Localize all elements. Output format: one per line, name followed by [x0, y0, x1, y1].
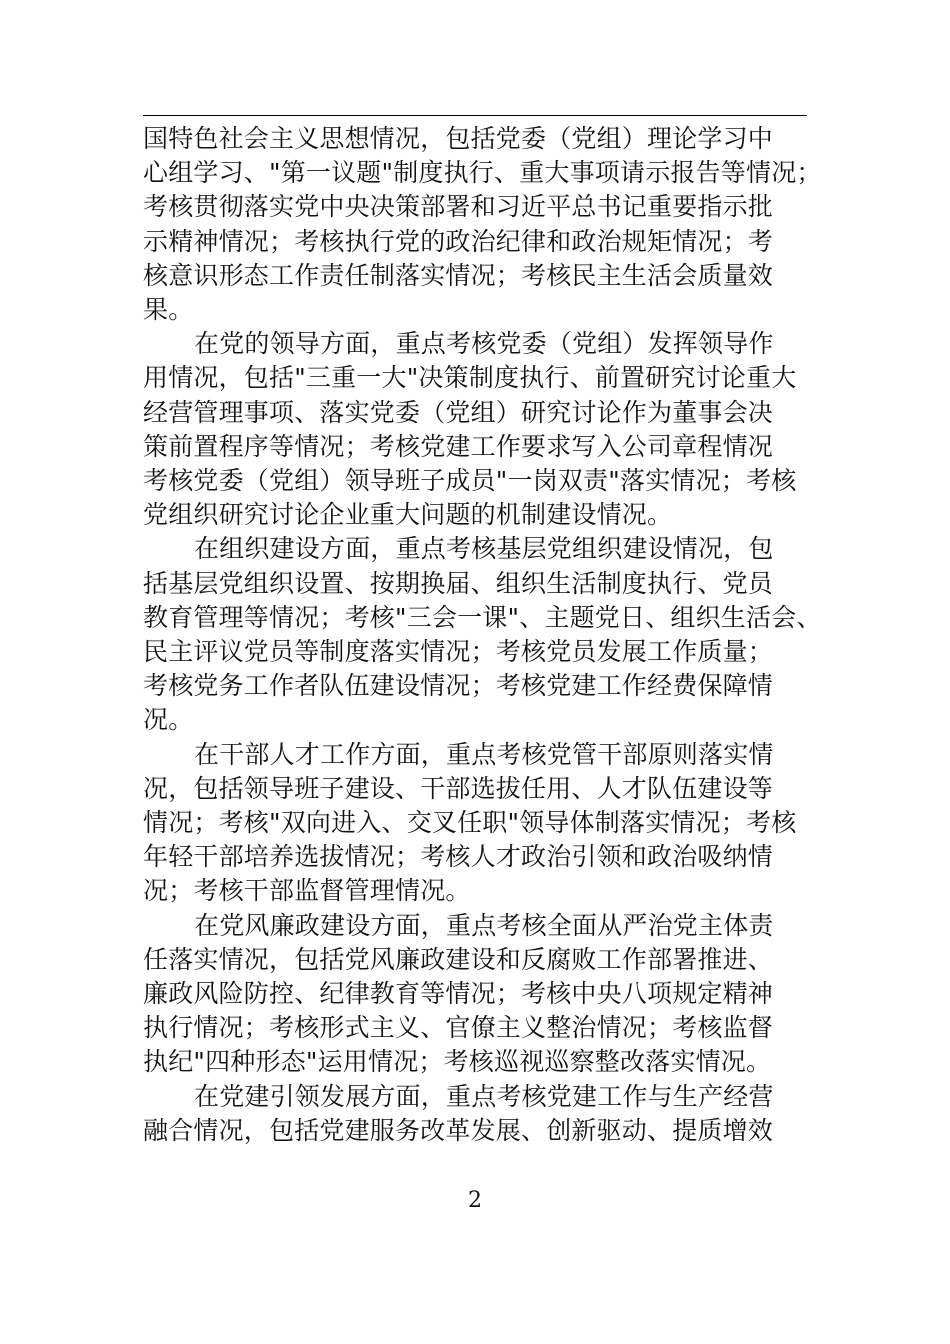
- text-line: 考核党委（党组）领导班子成员"一岗双责"落实情况；考核: [143, 466, 797, 496]
- text-line: 核意识形态工作责任制落实情况；考核民主生活会质量效: [143, 260, 774, 290]
- paragraph-first-line: 在党风廉政建设方面，重点考核全面从严治党主体责: [194, 910, 774, 940]
- text-line: 党组织研究讨论企业重大问题的机制建设情况。: [143, 500, 673, 530]
- text-line: 年轻干部培养选拔情况；考核人才政治引领和政治吸纳情: [143, 842, 774, 872]
- text-line: 心组学习、"第一议题"制度执行、重大事项请示报告等情况；: [143, 158, 822, 188]
- text-line: 情况；考核"双向进入、交叉任职"领导体制落实情况；考核: [143, 808, 797, 838]
- text-line: 况；考核干部监督管理情况。: [143, 876, 471, 906]
- text-line: 果。: [143, 295, 194, 325]
- text-line: 示精神情况；考核执行党的政治纪律和政治规矩情况；考: [143, 226, 774, 256]
- text-line: 策前置程序等情况；考核党建工作要求写入公司章程情况: [143, 431, 774, 461]
- paragraph-first-line: 在干部人才工作方面，重点考核党管干部原则落实情: [194, 739, 774, 769]
- text-line: 考核党务工作者队伍建设情况；考核党建工作经费保障情: [143, 671, 774, 701]
- paragraph-first-line: 在党建引领发展方面，重点考核党建工作与生产经营: [194, 1081, 774, 1111]
- paragraph-first-line: 在组织建设方面，重点考核基层党组织建设情况，包: [194, 534, 774, 564]
- text-line: 民主评议党员等制度落实情况；考核党员发展工作质量；: [143, 637, 774, 667]
- text-line: 廉政风险防控、纪律教育等情况；考核中央八项规定精神: [143, 979, 774, 1009]
- text-line: 国特色社会主义思想情况，包括党委（党组）理论学习中: [143, 124, 774, 153]
- text-line: 考核贯彻落实党中央决策部署和习近平总书记重要指示批: [143, 192, 774, 222]
- text-line: 况，包括领导班子建设、干部选拔任用、人才队伍建设等: [143, 773, 774, 803]
- paragraph-first-line: 在党的领导方面，重点考核党委（党组）发挥领导作: [194, 329, 774, 359]
- text-line: 括基层党组织设置、按期换届、组织生活制度执行、党员: [143, 568, 774, 598]
- text-line: 执行情况；考核形式主义、官僚主义整治情况；考核监督: [143, 1013, 774, 1043]
- page-number: 2: [468, 1188, 482, 1213]
- text-line: 融合情况，包括党建服务改革发展、创新驱动、提质增效: [143, 1115, 774, 1145]
- document-body: [143, 122, 822, 1148]
- text-line: 况。: [143, 705, 194, 735]
- header-rule: [143, 115, 807, 116]
- text-line: 执纪"四种形态"运用情况；考核巡视巡察整改落实情况。: [143, 1047, 772, 1077]
- text-line: 经营管理事项、落实党委（党组）研究讨论作为董事会决: [143, 397, 774, 427]
- text-line: 任落实情况，包括党风廉政建设和反腐败工作部署推进、: [143, 944, 774, 974]
- text-line: 教育管理等情况；考核"三会一课"、主题党日、组织生活会、: [143, 602, 822, 632]
- text-line: 用情况，包括"三重一大"决策制度执行、前置研究讨论重大: [143, 363, 797, 393]
